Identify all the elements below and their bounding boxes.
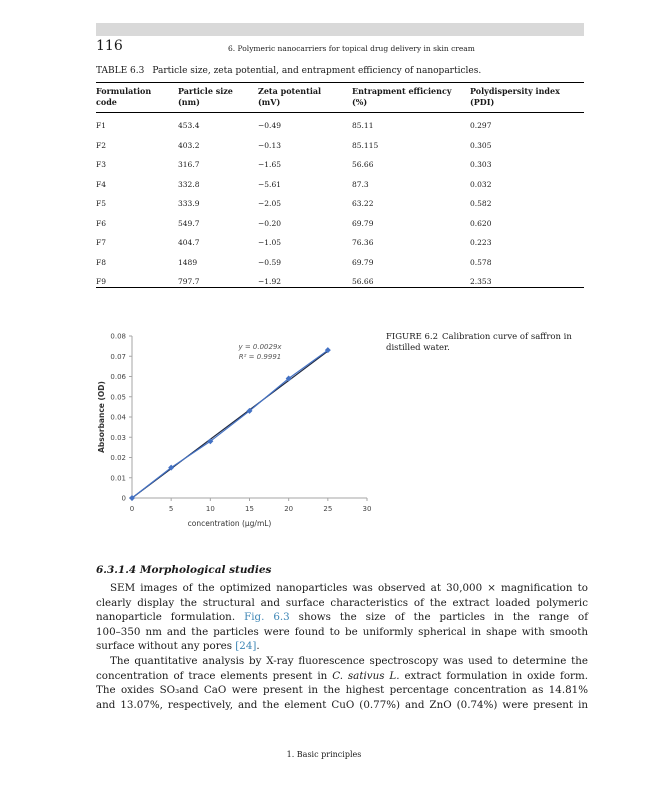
table-cell-code: F4 [96, 179, 106, 189]
table-cell-code: F7 [96, 238, 106, 247]
table-cell-particle-size: 403.2 [178, 140, 200, 150]
table-cell-pdi: 2.353 [470, 277, 492, 286]
column-header-zeta-potential: Zeta potential (mV) [258, 86, 322, 107]
table-cell-entrapment: 56.66 [352, 277, 374, 286]
x-tick-label: 20 [284, 505, 294, 513]
table-cell-pdi: 0.032 [470, 179, 492, 189]
table-caption-text: Particle size, zeta potential, and entrapment efficiency of nanoparticles. [152, 66, 482, 76]
y-tick-label: 0.08 [110, 332, 126, 341]
table-cell-particle-size: 316.7 [178, 160, 200, 169]
page-number: 116 [96, 38, 123, 54]
table-cell-code: F2 [96, 140, 106, 150]
table-caption [96, 66, 481, 76]
table-cell-pdi: 0.223 [470, 238, 492, 247]
table-cell-pdi: 0.305 [470, 140, 492, 150]
figure-label: FIGURE 6.2 [386, 332, 439, 342]
table-cell-particle-size: 797.7 [178, 277, 200, 286]
table-cell-entrapment: 63.22 [352, 199, 374, 208]
paragraph-2-line-2: concentration of trace elements present in C. sativus L. extract formulation in oxide form. [96, 669, 589, 682]
table-cell-particle-size: 453.4 [178, 121, 200, 130]
x-axis-title: concentration (μg/mL) [187, 519, 272, 528]
table-cell-entrapment: 87.3 [352, 179, 369, 189]
table-cell-particle-size: 333.9 [178, 199, 200, 208]
y-tick-label: 0.02 [110, 454, 126, 462]
table-top-rule [96, 82, 584, 83]
trendline-annotation: y = 0.0029x [238, 343, 282, 351]
reference-24-link[interactable]: [24] [235, 640, 257, 653]
section-heading: 6.3.1.4 Morphological studies [96, 564, 272, 576]
table-cell-code: F5 [96, 199, 106, 208]
figure-caption [386, 332, 586, 354]
table-cell-pdi: 0.297 [470, 121, 492, 130]
table-cell-code: F6 [96, 218, 106, 228]
column-header-particle-size: Particle size (nm) [178, 86, 233, 107]
table-cell-pdi: 0.582 [470, 199, 492, 208]
paragraph-1 [96, 581, 588, 654]
paragraph-2 [96, 654, 588, 712]
x-tick-label: 25 [323, 505, 333, 513]
table-cell-pdi: 0.620 [470, 218, 492, 228]
table-cell-pdi: 0.578 [470, 257, 492, 267]
paragraph-2-line-3: The oxides SO₃and CaO were present in the highest percentage concentration as 14.81% [96, 684, 588, 697]
table-cell-particle-size: 404.7 [178, 238, 200, 247]
table-cell-entrapment: 85.11 [352, 121, 374, 130]
table-cell-zeta: −5.61 [258, 179, 281, 189]
y-tick-label: 0.04 [110, 413, 126, 422]
table-cell-zeta: −0.13 [258, 140, 281, 150]
paragraph-1-line-4: 100–350 nm and the particles were found to be uniformly spherical in shape with smooth [96, 625, 588, 638]
figure-caption-text: Calibration curve of saffron in distilled water. [386, 332, 572, 353]
table-cell-entrapment: 76.36 [352, 238, 374, 247]
figure-6-3-link[interactable]: Fig. 6.3 [244, 611, 290, 624]
y-tick-label: 0.05 [110, 393, 126, 402]
running-head: 6. Polymeric nanocarriers for topical drug delivery in skin cream [228, 44, 475, 53]
table-cell-code: F8 [96, 257, 106, 267]
table-cell-zeta: −1.92 [258, 277, 281, 286]
paragraph-1-line-1: SEM images of the optimized nanoparticles was observed at 30,000 × magnification to [110, 582, 588, 594]
table-cell-entrapment: 56.66 [352, 160, 374, 169]
table-cell-zeta: −2.05 [258, 199, 281, 208]
table-cell-entrapment: 69.79 [352, 218, 374, 228]
x-tick-label: 10 [205, 505, 215, 513]
x-tick-label: 5 [168, 505, 174, 513]
trendline [132, 351, 328, 498]
x-tick-label: 30 [362, 505, 372, 513]
table-cell-zeta: −1.65 [258, 160, 281, 169]
table-label: TABLE 6.3 [96, 66, 145, 76]
table-cell-code: F9 [96, 277, 106, 286]
column-header-entrapment: Entrapment efficiency (%) [352, 86, 452, 107]
table-cell-particle-size: 1489 [178, 257, 198, 267]
table-cell-pdi: 0.303 [470, 160, 492, 169]
table-cell-code: F3 [96, 160, 106, 169]
paragraph-2-line-1: The quantitative analysis by X-ray fluorescence spectroscopy was used to determine the [110, 655, 588, 667]
table-cell-zeta: −0.20 [258, 218, 281, 228]
table-cell-entrapment: 85.115 [352, 140, 379, 150]
column-header-pdi: Polydispersity index (PDI) [470, 86, 560, 107]
paragraph-1-line-5: surface without any pores [24]. [96, 640, 260, 653]
table-cell-particle-size: 332.8 [178, 179, 200, 189]
table-cell-zeta: −1.05 [258, 238, 281, 247]
trendline-annotation: R² = 0.9991 [238, 353, 282, 361]
x-tick-label: 15 [245, 505, 254, 513]
table-header-rule [96, 112, 584, 113]
y-tick-label: 0.07 [110, 352, 126, 361]
table-bottom-rule [96, 287, 584, 288]
table-cell-particle-size: 549.7 [178, 218, 200, 228]
table-cell-zeta: −0.59 [258, 257, 281, 267]
y-tick-label: 0 [121, 494, 126, 503]
table-cell-entrapment: 69.79 [352, 257, 374, 267]
table-cell-code: F1 [96, 121, 106, 130]
table-cell-zeta: −0.49 [258, 121, 281, 130]
calibration-chart [92, 322, 382, 532]
paragraph-1-line-2: clearly display the structural and surface characteristics of the extract loaded polymeric [96, 596, 588, 609]
y-axis-title: Absorbance (OD) [97, 381, 106, 453]
paragraph-2-line-4: and 13.07%, respectively, and the element CuO (0.77%) and ZnO (0.74%) were present in [96, 698, 588, 711]
column-header-formulation: Formulation code [96, 86, 152, 107]
paragraph-1-line-3: nanoparticle formulation. Fig. 6.3 shows the size of the particles in the range of [96, 611, 589, 624]
y-tick-label: 0.03 [110, 433, 126, 442]
y-tick-label: 0.01 [110, 474, 126, 483]
y-tick-label: 0.06 [110, 373, 126, 381]
x-tick-label: 0 [129, 505, 135, 513]
header-bar [96, 23, 584, 36]
footer: 1. Basic principles [286, 750, 362, 759]
